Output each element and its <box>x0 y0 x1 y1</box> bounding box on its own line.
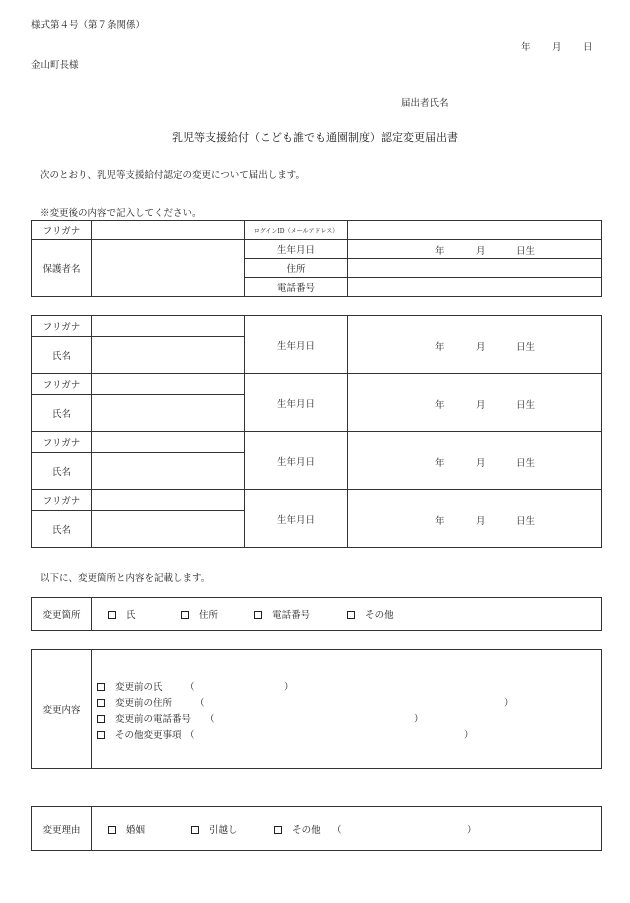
content-line-other[interactable] <box>97 727 474 741</box>
child-birth-field[interactable] <box>348 490 602 548</box>
line-label: 変更前の氏 <box>115 682 163 693</box>
child-birth-day: 日生 <box>516 516 536 527</box>
change-location-label: 変更箇所 <box>32 598 92 631</box>
reason-marriage[interactable] <box>108 822 188 836</box>
checkbox-icon[interactable] <box>97 699 105 707</box>
guardian-furigana-field[interactable] <box>92 221 245 240</box>
checkbox-icon[interactable] <box>254 611 262 619</box>
checkbox-icon[interactable] <box>97 683 105 691</box>
content-line-surname[interactable] <box>97 679 294 693</box>
option-label: その他 <box>292 824 321 836</box>
option-label: 住所 <box>199 610 219 621</box>
child-name-field[interactable] <box>92 511 245 548</box>
content-line-phone[interactable] <box>97 711 424 725</box>
change-reason-options <box>92 807 602 851</box>
child-furigana-field[interactable] <box>92 374 245 395</box>
change-content-field[interactable] <box>92 650 602 769</box>
login-id-label: ログインID（メールアドレス） <box>245 221 348 240</box>
option-address[interactable] <box>181 607 251 621</box>
page-title: 乳児等支援給付（こども誰でも通園制度）認定変更届出書 <box>172 131 458 144</box>
applicant-name-label: 届出者氏名 <box>401 98 449 109</box>
child-birth-day: 日生 <box>516 400 536 411</box>
date-day: 日 <box>583 42 593 53</box>
child-birth-label: 生年月日 <box>245 374 348 432</box>
content-line-address[interactable] <box>97 695 514 709</box>
child-name-label: 氏名 <box>32 395 92 432</box>
date-month: 月 <box>552 42 562 53</box>
line-label: 変更前の住所 <box>115 698 173 709</box>
phone-label: 電話番号 <box>245 278 348 297</box>
child-birth-field[interactable] <box>348 316 602 374</box>
child-furigana-field[interactable] <box>92 490 245 511</box>
child-birth-month: 月 <box>476 516 486 527</box>
guardian-table <box>31 220 602 297</box>
address-field[interactable] <box>348 259 602 278</box>
child-birth-label: 生年月日 <box>245 316 348 374</box>
child-birth-month: 月 <box>476 400 486 411</box>
option-label: 引越し <box>209 824 238 836</box>
form-number: 様式第４号（第７条関係） <box>31 20 146 31</box>
children-table <box>31 315 602 548</box>
change-location-options <box>92 598 602 631</box>
child-name-field[interactable] <box>92 395 245 432</box>
child-birth-label: 生年月日 <box>245 490 348 548</box>
guardian-birth-field[interactable] <box>348 240 602 259</box>
line-label: その他変更事項 <box>115 730 182 741</box>
reason-moving[interactable] <box>191 822 271 836</box>
child-furigana-label: フリガナ <box>32 490 92 511</box>
option-label: 氏 <box>126 610 136 621</box>
child-birth-day: 日生 <box>516 458 536 469</box>
guardian-birth-label: 生年月日 <box>245 240 348 259</box>
open-paren: （ <box>195 698 205 709</box>
checkbox-icon[interactable] <box>108 826 116 834</box>
checkbox-icon[interactable] <box>347 611 355 619</box>
child-birth-year: 年 <box>435 516 445 527</box>
child-furigana-field[interactable] <box>92 432 245 453</box>
intro-text: 次のとおり、乳児等支援給付認定の変更について届出します。 <box>40 170 306 181</box>
guardian-furigana-label: フリガナ <box>32 221 92 240</box>
close-paren: ） <box>284 682 294 693</box>
open-paren: （ <box>185 730 195 741</box>
address-label: 住所 <box>245 259 348 278</box>
guardian-birth-month: 月 <box>476 246 486 257</box>
child-birth-day: 日生 <box>516 342 536 353</box>
guardian-name-field[interactable] <box>92 240 245 297</box>
child-birth-label: 生年月日 <box>245 432 348 490</box>
child-furigana-label: フリガナ <box>32 374 92 395</box>
child-birth-year: 年 <box>435 458 445 469</box>
checkbox-icon[interactable] <box>274 826 282 834</box>
option-label: 電話番号 <box>272 610 311 621</box>
guardian-birth-day: 日生 <box>516 246 536 257</box>
child-birth-year: 年 <box>435 400 445 411</box>
open-paren: （ <box>332 825 342 836</box>
child-furigana-field[interactable] <box>92 316 245 337</box>
open-paren: （ <box>185 682 195 693</box>
change-location-table <box>31 597 602 631</box>
option-phone[interactable] <box>254 607 344 621</box>
note-text: ※変更後の内容で記入してください。 <box>40 208 202 219</box>
open-paren: （ <box>205 714 215 725</box>
child-name-field[interactable] <box>92 337 245 374</box>
option-label: その他 <box>365 610 394 621</box>
checkbox-icon[interactable] <box>181 611 189 619</box>
phone-field[interactable] <box>348 278 602 297</box>
child-birth-field[interactable] <box>348 374 602 432</box>
child-name-label: 氏名 <box>32 453 92 490</box>
checkbox-icon[interactable] <box>191 826 199 834</box>
checkbox-icon[interactable] <box>97 731 105 739</box>
guardian-birth-year: 年 <box>435 246 445 257</box>
date-year: 年 <box>521 42 531 53</box>
close-paren: ） <box>467 825 477 836</box>
line-label: 変更前の電話番号 <box>115 714 192 725</box>
child-name-field[interactable] <box>92 453 245 490</box>
option-surname[interactable] <box>108 607 178 621</box>
option-other[interactable] <box>347 607 394 621</box>
close-paren: ） <box>464 730 474 741</box>
reason-other[interactable] <box>274 822 321 836</box>
child-furigana-label: フリガナ <box>32 432 92 453</box>
login-id-field[interactable] <box>348 221 602 240</box>
checkbox-icon[interactable] <box>97 715 105 723</box>
child-name-label: 氏名 <box>32 511 92 548</box>
option-label: 婚姻 <box>126 824 146 836</box>
guardian-name-label: 保護者名 <box>32 240 92 297</box>
change-reason-table <box>31 806 602 851</box>
child-birth-month: 月 <box>476 342 486 353</box>
change-instruction: 以下に、変更箇所と内容を記載します。 <box>40 573 211 584</box>
close-paren: ） <box>414 714 424 725</box>
change-reason-label: 変更理由 <box>32 807 92 851</box>
change-content-table <box>31 649 602 769</box>
checkbox-icon[interactable] <box>108 611 116 619</box>
child-furigana-label: フリガナ <box>32 316 92 337</box>
child-birth-month: 月 <box>476 458 486 469</box>
child-birth-year: 年 <box>435 342 445 353</box>
child-birth-field[interactable] <box>348 432 602 490</box>
close-paren: ） <box>504 698 514 709</box>
child-name-label: 氏名 <box>32 337 92 374</box>
change-content-label: 変更内容 <box>32 650 92 769</box>
addressee: 金山町長様 <box>31 60 79 71</box>
